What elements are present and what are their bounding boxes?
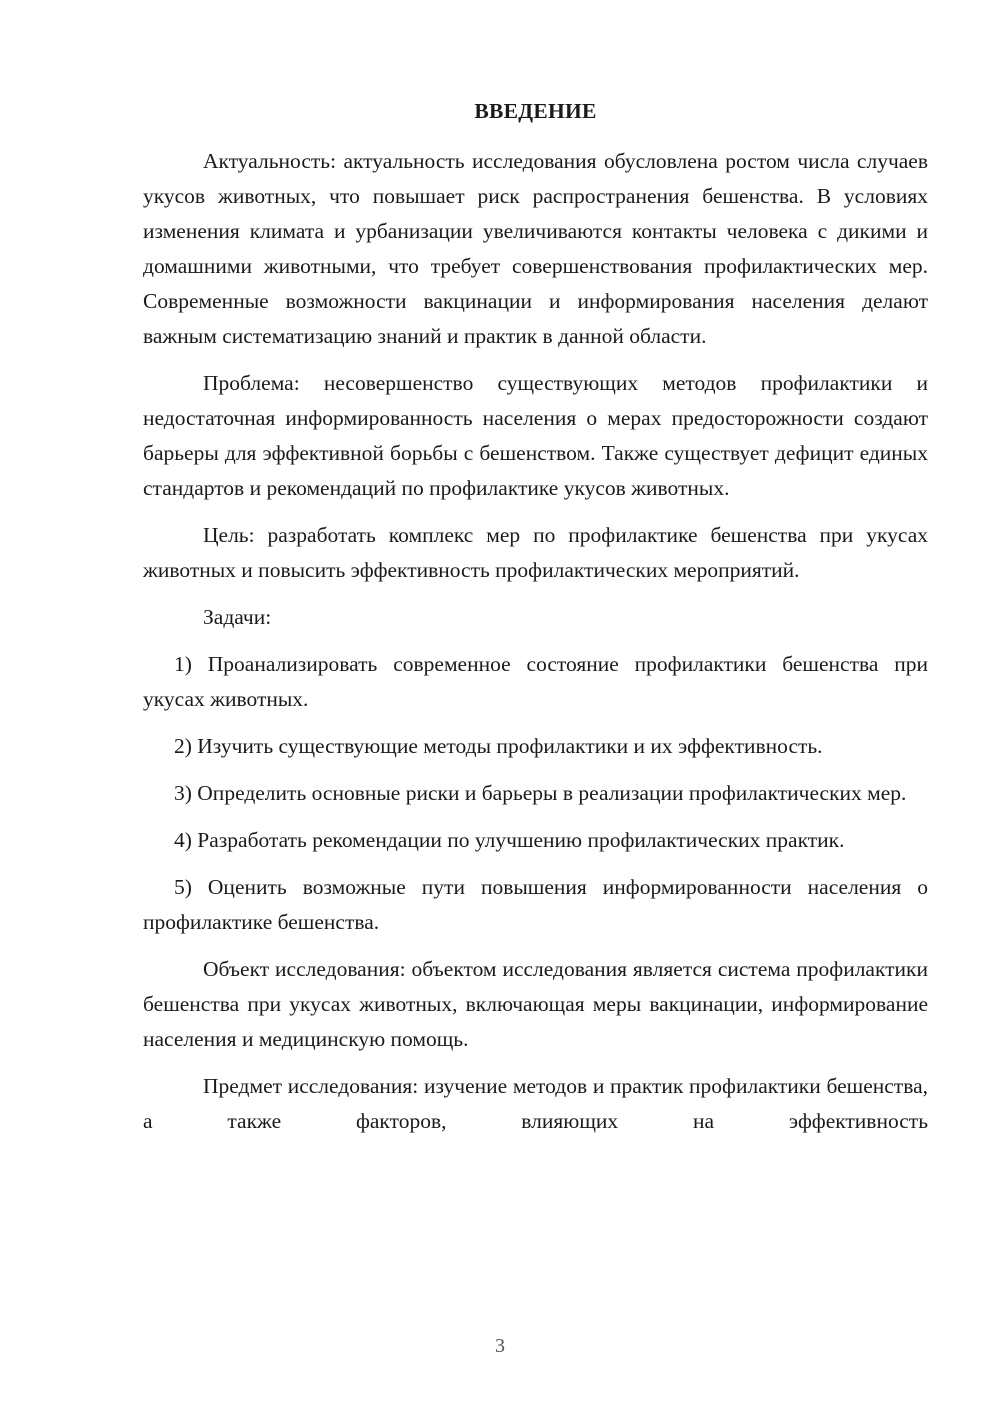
task-item-3: 3) Определить основные риски и барьеры в реализации профилактических мер. — [174, 781, 907, 805]
page-content — [143, 94, 928, 1151]
paragraph-subject: Предмет исследования: изучение методов и практик профилактики бешенства, а также факторов, влияющих на эффективность — [143, 1074, 928, 1133]
paragraph-relevance: Актуальность: актуальность исследования обусловлена ростом числа случаев укусов животных, что повышает риск распространения бешенства. В условиях изменения климата и урбанизации увеличиваются контакты человека с дикими и домашними животными, что требует совершенствования профилактических мер. Современные возможности вакцинации и информирования населения делают важным систематизацию знаний и практик в данной области. — [143, 149, 928, 348]
paragraph-object: Объект исследования: объектом исследования является система профилактики бешенства при укусах животных, включающая меры вакцинации, информирование населения и медицинскую помощь. — [143, 957, 928, 1051]
page-number: 3 — [495, 1335, 505, 1357]
section-heading: ВВЕДЕНИЕ — [474, 99, 597, 123]
task-item-2: 2) Изучить существующие методы профилактики и их эффективность. — [174, 734, 823, 758]
task-item-4: 4) Разработать рекомендации по улучшению профилактических практик. — [174, 828, 845, 852]
paragraph-problem: Проблема: несовершенство существующих методов профилактики и недостаточная информированность населения о мерах предосторожности создают барьеры для эффективной борьбы с бешенством. Также существует дефицит единых стандартов и рекомендаций по профилактике укусов животных. — [143, 371, 928, 500]
paragraph-goal: Цель: разработать комплекс мер по профилактике бешенства при укусах животных и повысить эффективность профилактических мероприятий. — [143, 523, 928, 582]
paragraph-tasks-label: Задачи: — [203, 605, 272, 629]
task-item-5: 5) Оценить возможные пути повышения информированности населения о профилактике бешенства. — [143, 875, 928, 934]
task-item-1: 1) Проанализировать современное состояние профилактики бешенства при укусах животных. — [143, 652, 928, 711]
